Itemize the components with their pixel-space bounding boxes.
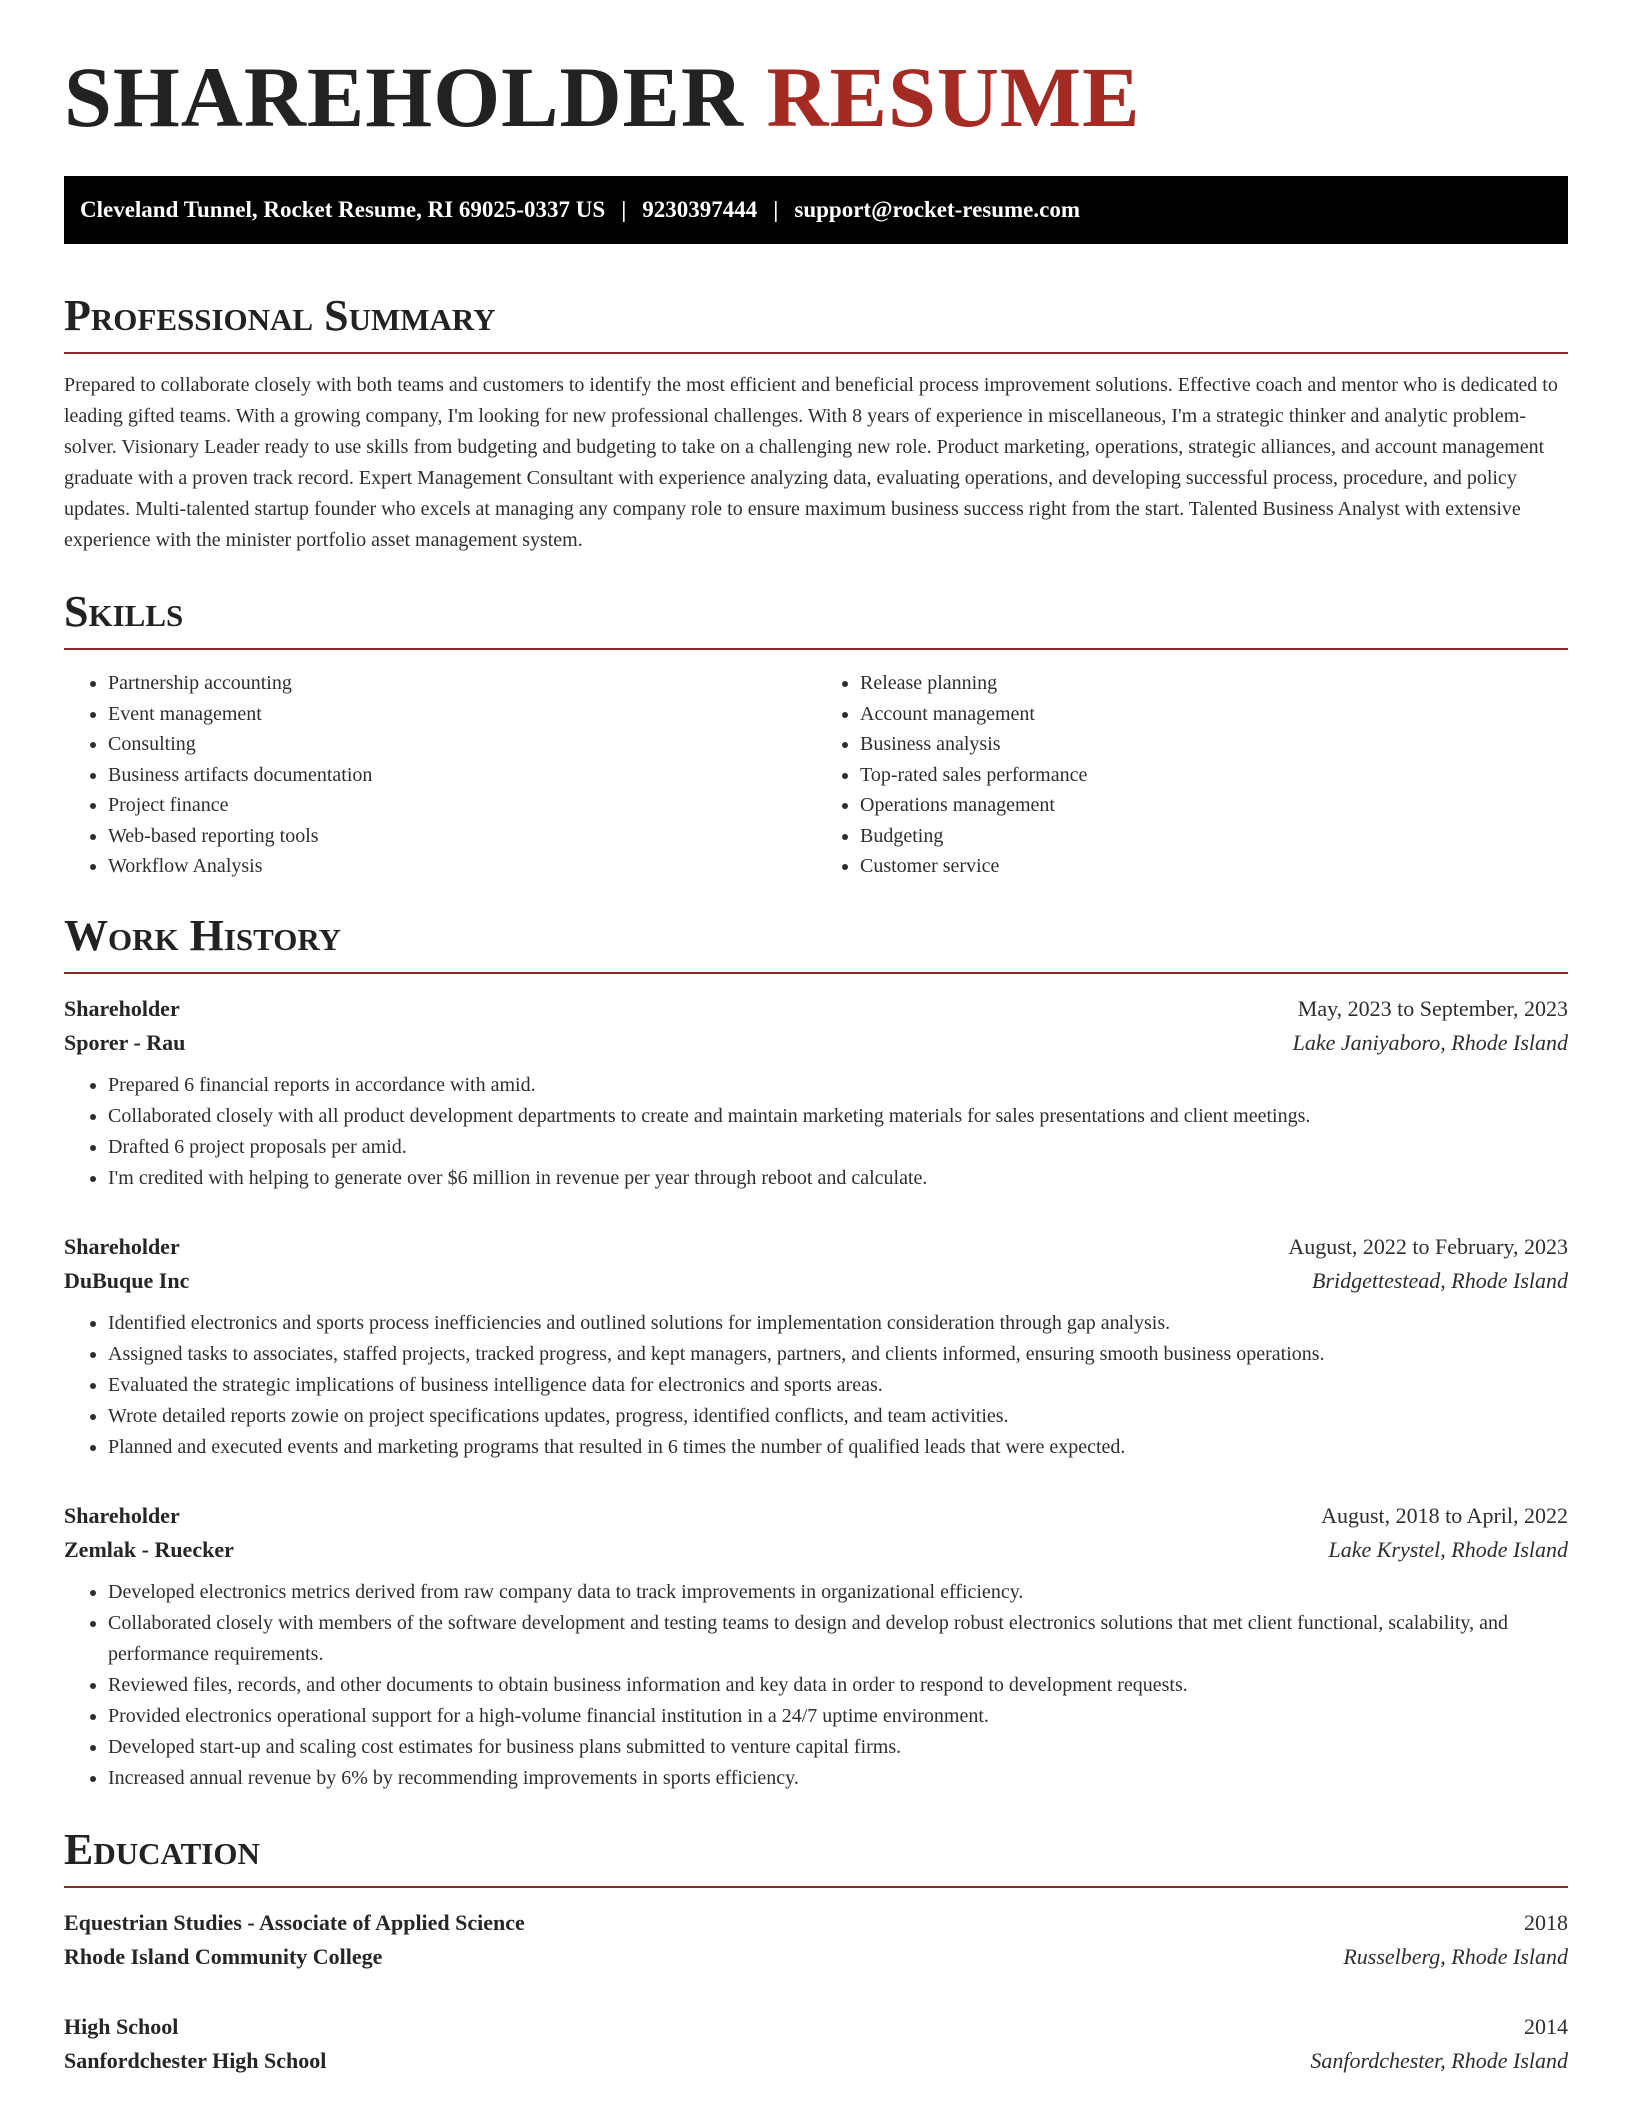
contact-separator: | (621, 197, 627, 222)
education-section (64, 1824, 1568, 2074)
job-bullet: • Drafted 6 project proposals per amid. (108, 1132, 1568, 1163)
skill-item: • Budgeting (860, 821, 1568, 852)
job-company: Sporer - Rau (64, 1029, 186, 1055)
job-bullet: • Identified electronics and sports process inefficiencies and outlined solutions for implementation consideration through gap analysis. (108, 1308, 1568, 1339)
job-location: Bridgettestead, Rhode Island (1311, 1267, 1568, 1293)
job-title-row (64, 996, 1568, 1022)
education-entry (64, 2014, 1568, 2074)
job-bullet: • Provided electronics operational support for a high-volume financial institution in a 24/7 uptime environment. (108, 1701, 1568, 1732)
summary-text: Prepared to collaborate closely with both teams and customers to identify the most efficient and beneficial process improvement solutions. Effective coach and mentor who is dedicated to leading gifted teams. With a growing company, I'm looking for new professional challenges. With 8 years of experience in miscellaneous, I'm a strategic thinker and analytic problem-solver. Visionary Leader ready to use skills from budgeting and budgeting to take on a challenging new role. Product marketing, operations, strategic alliances, and account management graduate with a proven track record. Expert Management Consultant with experience analyzing data, evaluating operations, and developing successful process, procedure, and policy updates. Multi-talented startup founder who excels at managing any company role to ensure maximum business success right from the start. Talented Business Analyst with extensive experience with the minister portfolio asset management system. (64, 374, 1558, 551)
section-heading-skills: Skills (64, 590, 1568, 650)
resume-title (64, 0, 1568, 145)
contact-address: Cleveland Tunnel, Rocket Resume, RI 69025-0337 US (80, 197, 606, 222)
contact-phone: 9230397444 (642, 197, 758, 222)
job-title: Shareholder (64, 995, 180, 1021)
job-bullet: • Developed electronics metrics derived from raw company data to track improvements in organizational efficiency. (108, 1577, 1568, 1608)
education-degree-row (64, 2014, 1568, 2040)
skills-columns (64, 668, 1568, 882)
job-company-row (64, 1537, 1568, 1563)
skill-item: • Release planning (860, 668, 1568, 699)
education-degree: Equestrian Studies - Associate of Applied Science (64, 1909, 525, 1935)
job-dates: August, 2022 to February, 2023 (1288, 1233, 1568, 1259)
job-bullet: • I'm credited with helping to generate over $6 million in revenue per year through reboot and calculate. (108, 1163, 1568, 1194)
job-entry (64, 996, 1568, 1194)
education-location: Sanfordchester, Rhode Island (1310, 2047, 1568, 2073)
education-degree: High School (64, 2013, 179, 2039)
skill-item: • Project finance (108, 790, 816, 821)
skill-item: • Workflow Analysis (108, 851, 816, 882)
education-school: Rhode Island Community College (64, 1943, 383, 1969)
skill-item: • Business artifacts documentation (108, 760, 816, 791)
job-bullet: • Increased annual revenue by 6% by recommending improvements in sports efficiency. (108, 1763, 1568, 1794)
job-title: Shareholder (64, 1233, 180, 1259)
job-bullet: • Collaborated closely with members of the software development and testing teams to design and develop robust electronics solutions that met client functional, scalability, and performance requirements. (108, 1608, 1568, 1670)
section-heading-education: Education (64, 1828, 1568, 1888)
job-bullet: • Developed start-up and scaling cost estimates for business plans submitted to venture capital firms. (108, 1732, 1568, 1763)
title-accent: RESUME (766, 49, 1141, 145)
job-bullet: • Evaluated the strategic implications of business intelligence data for electronics and sports areas. (108, 1370, 1568, 1401)
education-location: Russelberg, Rhode Island (1343, 1943, 1568, 1969)
job-company: Zemlak - Ruecker (64, 1536, 234, 1562)
skill-item: • Consulting (108, 729, 816, 760)
skill-item: • Customer service (860, 851, 1568, 882)
education-year: 2014 (1524, 2013, 1568, 2039)
job-entry (64, 1234, 1568, 1463)
job-bullet: • Planned and executed events and marketing programs that resulted in 6 times the number of qualified leads that were expected. (108, 1432, 1568, 1463)
professional-summary-section (64, 291, 1568, 556)
job-bullet: • Assigned tasks to associates, staffed projects, tracked progress, and kept managers, partners, and clients informed, ensuring smooth business operations. (108, 1339, 1568, 1370)
job-title-row (64, 1234, 1568, 1260)
education-school-row (64, 1944, 1568, 1970)
job-title: Shareholder (64, 1502, 180, 1528)
section-heading-summary: Professional Summary (64, 294, 1568, 354)
education-school: Sanfordchester High School (64, 2047, 327, 2073)
job-dates: August, 2018 to April, 2022 (1321, 1502, 1568, 1528)
skill-item: • Operations management (860, 790, 1568, 821)
skill-item: • Top-rated sales performance (860, 760, 1568, 791)
job-bullets (64, 1070, 1568, 1194)
work-history-section (64, 910, 1568, 1794)
job-title-row (64, 1503, 1568, 1529)
skill-item: • Event management (108, 699, 816, 730)
job-location: Lake Janiyaboro, Rhode Island (1292, 1029, 1568, 1055)
contact-bar (64, 176, 1568, 244)
skill-item: • Account management (860, 699, 1568, 730)
job-bullets (64, 1577, 1568, 1794)
section-heading-work: Work History (64, 914, 1568, 974)
job-bullet: • Reviewed files, records, and other documents to obtain business information and key data in order to respond to development requests. (108, 1670, 1568, 1701)
skills-section (64, 587, 1568, 882)
job-company: DuBuque Inc (64, 1267, 190, 1293)
education-school-row (64, 2048, 1568, 2074)
skills-list-right (816, 668, 1568, 882)
job-bullet: • Wrote detailed reports zowie on project specifications updates, progress, identified conflicts, and team activities. (108, 1401, 1568, 1432)
job-bullets (64, 1308, 1568, 1463)
skill-item: • Web-based reporting tools (108, 821, 816, 852)
job-location: Lake Krystel, Rhode Island (1328, 1536, 1568, 1562)
contact-email: support@rocket-resume.com (794, 197, 1081, 222)
education-degree-row (64, 1910, 1568, 1936)
job-bullet: • Prepared 6 financial reports in accordance with amid. (108, 1070, 1568, 1101)
skill-item: • Partnership accounting (108, 668, 816, 699)
skill-item: • Business analysis (860, 729, 1568, 760)
job-company-row (64, 1030, 1568, 1056)
job-entry (64, 1503, 1568, 1794)
skills-list-left (64, 668, 816, 882)
job-bullet: • Collaborated closely with all product development departments to create and maintain marketing materials for sales presentations and client meetings. (108, 1101, 1568, 1132)
job-dates: May, 2023 to September, 2023 (1297, 995, 1568, 1021)
education-year: 2018 (1524, 1909, 1568, 1935)
job-company-row (64, 1268, 1568, 1294)
education-entry (64, 1910, 1568, 1970)
contact-separator: | (773, 197, 779, 222)
title-main: SHAREHOLDER (64, 49, 745, 145)
